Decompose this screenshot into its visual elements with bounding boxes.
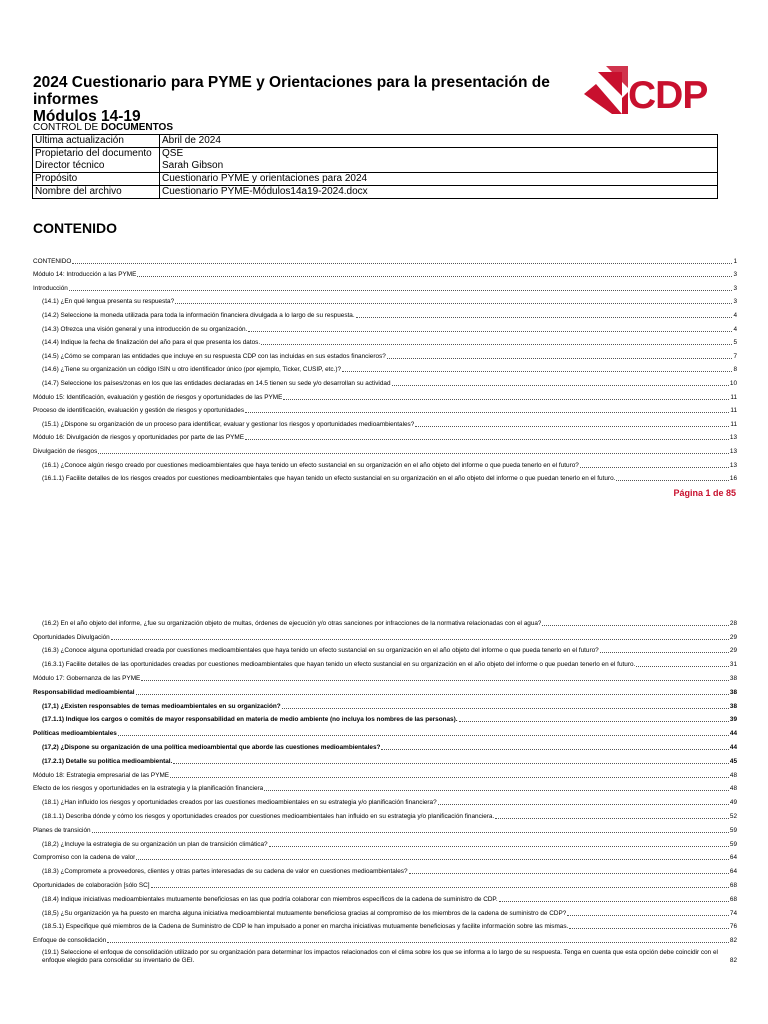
control-value: Cuestionario PYME-Módulos14a19-2024.docx	[160, 186, 718, 199]
toc-entry-title: (14.7) Seleccione los países/zonas en los que las entidades declaradas en 14.5 tienen su sede y/o desarrollan su actividad	[42, 379, 391, 387]
toc-entry[interactable]	[33, 614, 737, 628]
toc-entry-title: Módulo 16: Divulgación de riesgos y oportunidades por parte de las PYME	[33, 434, 245, 442]
toc-dot-leader	[151, 887, 729, 888]
toc-entry-page: 11	[730, 420, 737, 428]
toc-entry-page: 29	[729, 633, 737, 641]
toc-dot-leader	[136, 694, 729, 695]
toc-entry[interactable]	[33, 821, 737, 835]
toc-entry[interactable]	[33, 374, 737, 388]
toc-entry-title: (18.5.1) Especifique qué miembros de la Cadena de Suministro de CDP le han impulsado a poner en marcha iniciativas mutuamente beneficiosas y facilite información sobre las mismas.	[42, 923, 569, 931]
toc-dot-leader	[636, 666, 729, 667]
toc-entry-page: 48	[729, 785, 737, 793]
toc-dot-leader	[381, 749, 728, 750]
toc-entry[interactable]	[33, 849, 737, 863]
toc-entry-page: 10	[729, 379, 737, 387]
toc-dot-leader	[69, 290, 733, 291]
toc-dot-leader	[261, 344, 732, 345]
toc-dot-leader	[111, 639, 729, 640]
toc-entry[interactable]	[33, 862, 737, 876]
toc-entry-title: Efecto de los riesgos y oportunidades en la estrategia y la planificación financiera	[33, 785, 264, 793]
toc-entry-title: CONTENIDO	[33, 257, 72, 265]
toc-entry-title: Oportunidades de colaboración [sólo SC]	[33, 881, 150, 889]
toc-entry[interactable]	[33, 766, 737, 780]
toc-entry-title: (18,2) ¿Incluye la estrategia de su organización un plan de transición climática?	[42, 840, 268, 848]
toc-entry[interactable]	[33, 904, 737, 918]
toc-entry-title: (14.3) Ofrezca una visión general y una introducción de su organización.	[42, 325, 248, 333]
toc-entry[interactable]	[33, 835, 737, 849]
control-value: Abril de 2024	[160, 135, 718, 148]
toc-entry-page: 38	[729, 688, 737, 696]
toc-entry[interactable]	[33, 470, 737, 484]
table-of-contents-page-1	[33, 252, 737, 483]
toc-entry-title: Planes de transición	[33, 826, 91, 834]
toc-dot-leader	[92, 832, 729, 833]
toc-entry-title: Módulo 18: Estrategia empresarial de las PYME	[33, 771, 170, 779]
toc-dot-leader	[616, 480, 728, 481]
toc-entry-title: (14.6) ¿Tiene su organización un código ISIN u otro identificador único (por ejemplo, Ticker, CUSIP, etc.)?	[42, 366, 342, 374]
toc-entry-page: 48	[729, 771, 737, 779]
toc-entry[interactable]	[33, 931, 737, 945]
toc-entry[interactable]	[33, 266, 737, 280]
toc-entry-page: 45	[729, 757, 737, 765]
toc-entry-title: (16.1.1) Facilite detalles de los riesgos creados por cuestiones medioambientales que hayan tenido un efecto sustancial en su organización en el año objeto del informe o que puedan tenerlo en el futuro.	[42, 475, 616, 483]
control-value: QSE Sarah Gibson	[160, 148, 718, 173]
toc-entry[interactable]	[33, 669, 737, 683]
toc-dot-leader	[495, 818, 729, 819]
toc-entry-title: (16.1) ¿Conoce algún riesgo creado por cuestiones medioambientales que haya tenido un efecto sustancial en su organización en el año objeto del informe o que pueda tenerlo en el futuro?	[42, 461, 579, 469]
toc-entry-title: Introducción	[33, 284, 68, 292]
contents-heading: CONTENIDO	[33, 220, 117, 236]
toc-dot-leader	[600, 652, 729, 653]
toc-dot-leader	[356, 317, 733, 318]
toc-entry-page: 38	[729, 674, 737, 682]
toc-entry-page: 7	[733, 352, 737, 360]
table-of-contents-page-2	[33, 614, 737, 965]
toc-entry[interactable]	[33, 320, 737, 334]
title-line-1: 2024 Cuestionario para PYME y Orientaciones para la presentación de informes	[33, 74, 550, 108]
control-key: Propósito	[33, 173, 160, 186]
toc-entry-title: (14.1) ¿En qué lengua presenta su respuesta?	[42, 298, 175, 306]
toc-entry[interactable]	[33, 697, 737, 711]
toc-entry-page: 13	[729, 447, 737, 455]
toc-entry[interactable]	[33, 402, 737, 416]
toc-dot-leader	[342, 371, 732, 372]
toc-entry-page: 38	[729, 702, 737, 710]
toc-entry-title: (18.1.1) Describa dónde y cómo los riesgos y oportunidades creados por cuestiones medioambientales han influido en su estrategia y/o planificación financiera.	[42, 812, 495, 820]
toc-entry[interactable]	[33, 683, 737, 697]
toc-entry-page: 39	[729, 716, 737, 724]
toc-entry-page: 4	[733, 311, 737, 319]
toc-entry-page: 82	[729, 937, 737, 945]
toc-entry-title: Enfoque de consolidación	[33, 937, 107, 945]
toc-entry[interactable]	[33, 876, 737, 890]
control-key: Propietario del documento Director técnico	[33, 148, 160, 173]
toc-dot-leader	[392, 385, 729, 386]
toc-dot-leader	[248, 331, 732, 332]
toc-dot-leader	[283, 399, 729, 400]
toc-dot-leader	[409, 873, 729, 874]
control-value: Cuestionario PYME y orientaciones para 2024	[160, 173, 718, 186]
control-row	[33, 148, 718, 173]
toc-entry-title: Responsabilidad medioambiental	[33, 688, 135, 696]
toc-entry[interactable]	[33, 293, 737, 307]
toc-dot-leader	[136, 859, 729, 860]
toc-entry-page: 16	[729, 475, 737, 483]
document-page-2	[0, 600, 768, 1024]
toc-dot-leader	[567, 915, 729, 916]
toc-entry[interactable]	[33, 429, 737, 443]
toc-dot-leader	[118, 735, 729, 736]
toc-entry-page: 68	[729, 881, 737, 889]
toc-entry-title: (17.2.1) Detalle su política medioambiental.	[42, 757, 173, 765]
toc-dot-leader	[438, 804, 729, 805]
toc-dot-leader	[459, 721, 729, 722]
toc-entry[interactable]	[33, 252, 737, 266]
toc-entry-title: (14.5) ¿Cómo se comparan las entidades que incluye en su respuesta CDP con las incluidas en sus estados financieros?	[42, 352, 386, 360]
toc-entry-page: 3	[733, 298, 737, 306]
toc-entry[interactable]	[33, 628, 737, 642]
toc-dot-leader	[264, 790, 729, 791]
control-row	[33, 173, 718, 186]
toc-dot-leader	[415, 426, 729, 427]
toc-entry[interactable]	[33, 918, 737, 932]
toc-dot-leader	[499, 901, 729, 902]
toc-dot-leader	[72, 263, 732, 264]
control-row	[33, 135, 718, 148]
toc-entry-page: 29	[729, 647, 737, 655]
toc-entry-page: 76	[729, 923, 737, 931]
toc-dot-leader	[107, 942, 729, 943]
toc-dot-leader	[569, 928, 729, 929]
toc-dot-leader	[245, 439, 729, 440]
toc-entry-page: 49	[729, 799, 737, 807]
toc-entry-title: (19.1) Seleccione el enfoque de consolidación utilizado por su organización para determinar los impactos relacionados con el clima sobre los que se informa a lo largo de su respuesta. Tenga en cuenta que esta opción debe coincidir con el enfoque elegido para consolidar su inventario de GEI.	[42, 949, 718, 965]
toc-entry[interactable]	[33, 347, 737, 361]
toc-dot-leader	[387, 358, 733, 359]
toc-entry-page: 3	[733, 284, 737, 292]
toc-dot-leader	[282, 708, 729, 709]
control-section-label: CONTROL DE DOCUMENTOS	[33, 122, 174, 133]
toc-dot-leader	[580, 467, 729, 468]
toc-entry-title: (17.1.1) Indique los cargos o comités de mayor responsabilidad en materia de medio ambiente (no incluya los nombres de las personas).	[42, 716, 458, 724]
toc-entry-page: 44	[729, 743, 737, 751]
page-number: Página 1 de 85	[673, 488, 736, 498]
toc-entry-page: 4	[733, 325, 737, 333]
toc-entry-title: (17,1) ¿Existen responsables de temas medioambientales en su organización?	[42, 702, 281, 710]
toc-entry-title: Políticas medioambientales	[33, 730, 117, 738]
toc-entry-page: 82	[729, 957, 737, 965]
toc-entry[interactable]	[33, 807, 737, 821]
toc-entry-title: (17,2) ¿Dispone su organización de una política medioambiental que aborde las cuestiones medioambientales?	[42, 743, 381, 751]
toc-entry-title: (18.3) ¿Compromete a proveedores, clientes y otras partes interesadas de su cadena de valor en cuestiones medioambientales?	[42, 868, 408, 876]
toc-entry-page: 28	[729, 619, 737, 627]
toc-entry-page: 52	[729, 812, 737, 820]
toc-entry-title: (16.3.1) Facilite detalles de las oportunidades creadas por cuestiones medioambientales que hayan tenido un efecto sustancial en su organización en el año objeto del informe o que puedan tenerlo en el futuro.	[42, 661, 636, 669]
toc-dot-leader	[175, 303, 732, 304]
toc-entry-title: Módulo 15: Identificación, evaluación y gestión de riesgos y oportunidades de las PYME	[33, 393, 283, 401]
toc-entry[interactable]	[33, 306, 737, 320]
toc-entry-title: (16.3) ¿Conoce alguna oportunidad creada por cuestiones medioambientales que haya tenido un efecto sustancial en su organización en el año objeto del informe o que pueda tenerlo en el futuro?	[42, 647, 599, 655]
toc-entry-title: (14.2) Seleccione la moneda utilizada para toda la información financiera divulgada a lo largo de su respuesta.	[42, 311, 355, 319]
toc-entry-page: 3	[733, 271, 737, 279]
toc-entry-title: (15.1) ¿Dispone su organización de un proceso para identificar, evaluar y gestionar los riesgos y oportunidades medioambientales?	[42, 420, 415, 428]
cdp-logo-text: CDP	[628, 74, 708, 117]
toc-entry-page: 74	[729, 909, 737, 917]
toc-entry-page: 5	[733, 339, 737, 347]
toc-entry-page: 64	[729, 868, 737, 876]
toc-entry-page: 59	[729, 840, 737, 848]
toc-dot-leader	[269, 846, 729, 847]
toc-entry-title: Compromiso con la cadena de valor	[33, 854, 136, 862]
toc-entry[interactable]	[33, 442, 737, 456]
toc-dot-leader	[173, 763, 729, 764]
toc-entry[interactable]	[33, 890, 737, 904]
control-row	[33, 186, 718, 199]
toc-entry-page: 13	[729, 434, 737, 442]
toc-entry-page: 44	[729, 730, 737, 738]
toc-dot-leader	[141, 680, 729, 681]
toc-entry-title: (18,5) ¿Su organización ya ha puesto en marcha alguna iniciativa medioambiental mutuamente beneficiosa gracias al compromiso de los miembros de la cadena de suministro de CDP?	[42, 909, 567, 917]
toc-entry[interactable]	[33, 724, 737, 738]
toc-entry[interactable]	[33, 793, 737, 807]
toc-entry-title: Módulo 17: Gobernanza de las PYME	[33, 674, 141, 682]
title-line-2: Módulos 14-19	[33, 108, 141, 125]
toc-entry[interactable]	[33, 752, 737, 766]
toc-entry[interactable]	[33, 456, 737, 470]
toc-dot-leader	[98, 453, 729, 454]
toc-entry[interactable]	[33, 738, 737, 752]
toc-entry-page: 31	[729, 661, 737, 669]
toc-dot-leader	[170, 777, 729, 778]
toc-entry[interactable]	[33, 388, 737, 402]
toc-entry-title: Oportunidades Divulgación	[33, 633, 110, 641]
toc-entry-page: 64	[729, 854, 737, 862]
document-control-table	[32, 134, 718, 199]
toc-entry-title: (18.1) ¿Han influido los riesgos y oportunidades creados por las cuestiones medioambientales en su estrategia y/o planificación financiera?	[42, 799, 437, 807]
document-title	[33, 74, 593, 125]
control-key: Última actualización	[33, 135, 160, 148]
toc-entry[interactable]	[33, 642, 737, 656]
toc-entry-page: 1	[733, 257, 737, 265]
toc-entry-title: (16.2) En el año objeto del informe, ¿fue su organización objeto de multas, órdenes de ejecución y/o otras sanciones por infracciones de la normativa relacionadas con el agua?	[42, 619, 542, 627]
toc-dot-leader	[245, 412, 729, 413]
toc-entry[interactable]	[33, 780, 737, 794]
toc-entry[interactable]	[33, 334, 737, 348]
toc-entry-page: 68	[729, 895, 737, 903]
toc-entry-title: Proceso de identificación, evaluación y gestión de riesgos y oportunidades	[33, 407, 245, 415]
toc-entry-title: (14.4) Indique la fecha de finalización del año para el que presenta los datos.	[42, 339, 261, 347]
toc-entry-title: (18.4) Indique iniciativas medioambientales mutuamente beneficiosas en las que podría colaborar con miembros específicos de la cadena de suministro de CDP.	[42, 895, 498, 903]
toc-entry-title: Divulgación de riesgos	[33, 447, 98, 455]
toc-entry[interactable]	[33, 415, 737, 429]
toc-entry-page: 11	[730, 407, 737, 415]
toc-entry-page: 11	[730, 393, 737, 401]
toc-entry-page: 59	[729, 826, 737, 834]
toc-entry-page: 8	[733, 366, 737, 374]
toc-entry-page: 13	[729, 461, 737, 469]
toc-entry[interactable]	[33, 279, 737, 293]
toc-entry-title: Módulo 14: Introducción a las PYME	[33, 271, 137, 279]
toc-entry[interactable]	[33, 711, 737, 725]
toc-entry[interactable]	[33, 361, 737, 375]
toc-dot-leader	[137, 276, 732, 277]
toc-entry[interactable]	[33, 949, 737, 965]
control-key: Nombre del archivo	[33, 186, 160, 199]
toc-entry[interactable]	[33, 655, 737, 669]
toc-dot-leader	[542, 625, 728, 626]
